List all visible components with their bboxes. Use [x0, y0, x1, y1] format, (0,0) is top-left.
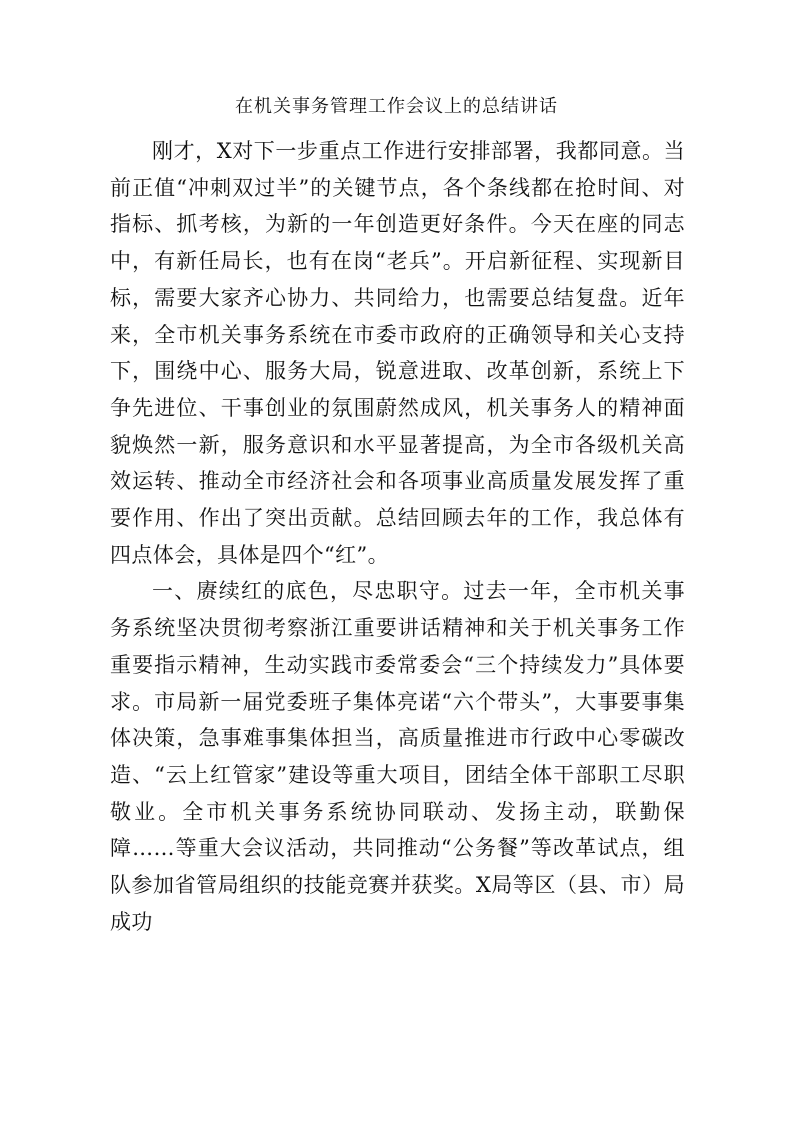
document-body	[110, 133, 685, 940]
document-title: 在机关事务管理工作会议上的总结讲话	[235, 96, 558, 117]
paragraph-intro: 刚才，X对下一步重点工作进行安排部署，我都同意。当前正值“冲刺双过半”的关键节点，各个条线都在抢时间、对指标、抓考核，为新的一年创造更好条件。今天在座的同志中，有新任局长，也有在岗“老兵”。开启新征程、实现新目标，需要大家齐心协力、共同给力，也需要总结复盘。近年来，全市机关事务系统在市委市政府的正确领导和关心支持下，围绕中心、服务大局，锐意进取、改革创新，系统上下争先进位、干事创业的氛围蔚然成风，机关事务人的精神面貌焕然一新，服务意识和水平显著提高，为全市各级机关高效运转、推动全市经济社会和各项事业高质量发展发挥了重要作用、作出了突出贡献。总结回顾去年的工作，我总体有四点体会，具体是四个“红”。	[110, 139, 685, 567]
paragraph-section-one: 一、赓续红的底色，尽忠职守。过去一年，全市机关事务系统坚决贯彻考察浙江重要讲话精神和关于机关事务工作重要指示精神，生动实践市委常委会“三个持续发力”具体要求。市局新一届党委班子集体亮诺“六个带头”，大事要事集体决策，急事难事集体担当，高质量推进市行政中心零碳改造、“云上红管家”建设等重大项目，团结全体干部职工尽职敬业。全市机关事务系统协同联动、发扬主动，联勤保障……等重大会议活动，共同推动“公务餐”等改革试点，组队参加省管局组织的技能竞赛并获奖。X局等区（县、市）局成功	[110, 579, 685, 934]
